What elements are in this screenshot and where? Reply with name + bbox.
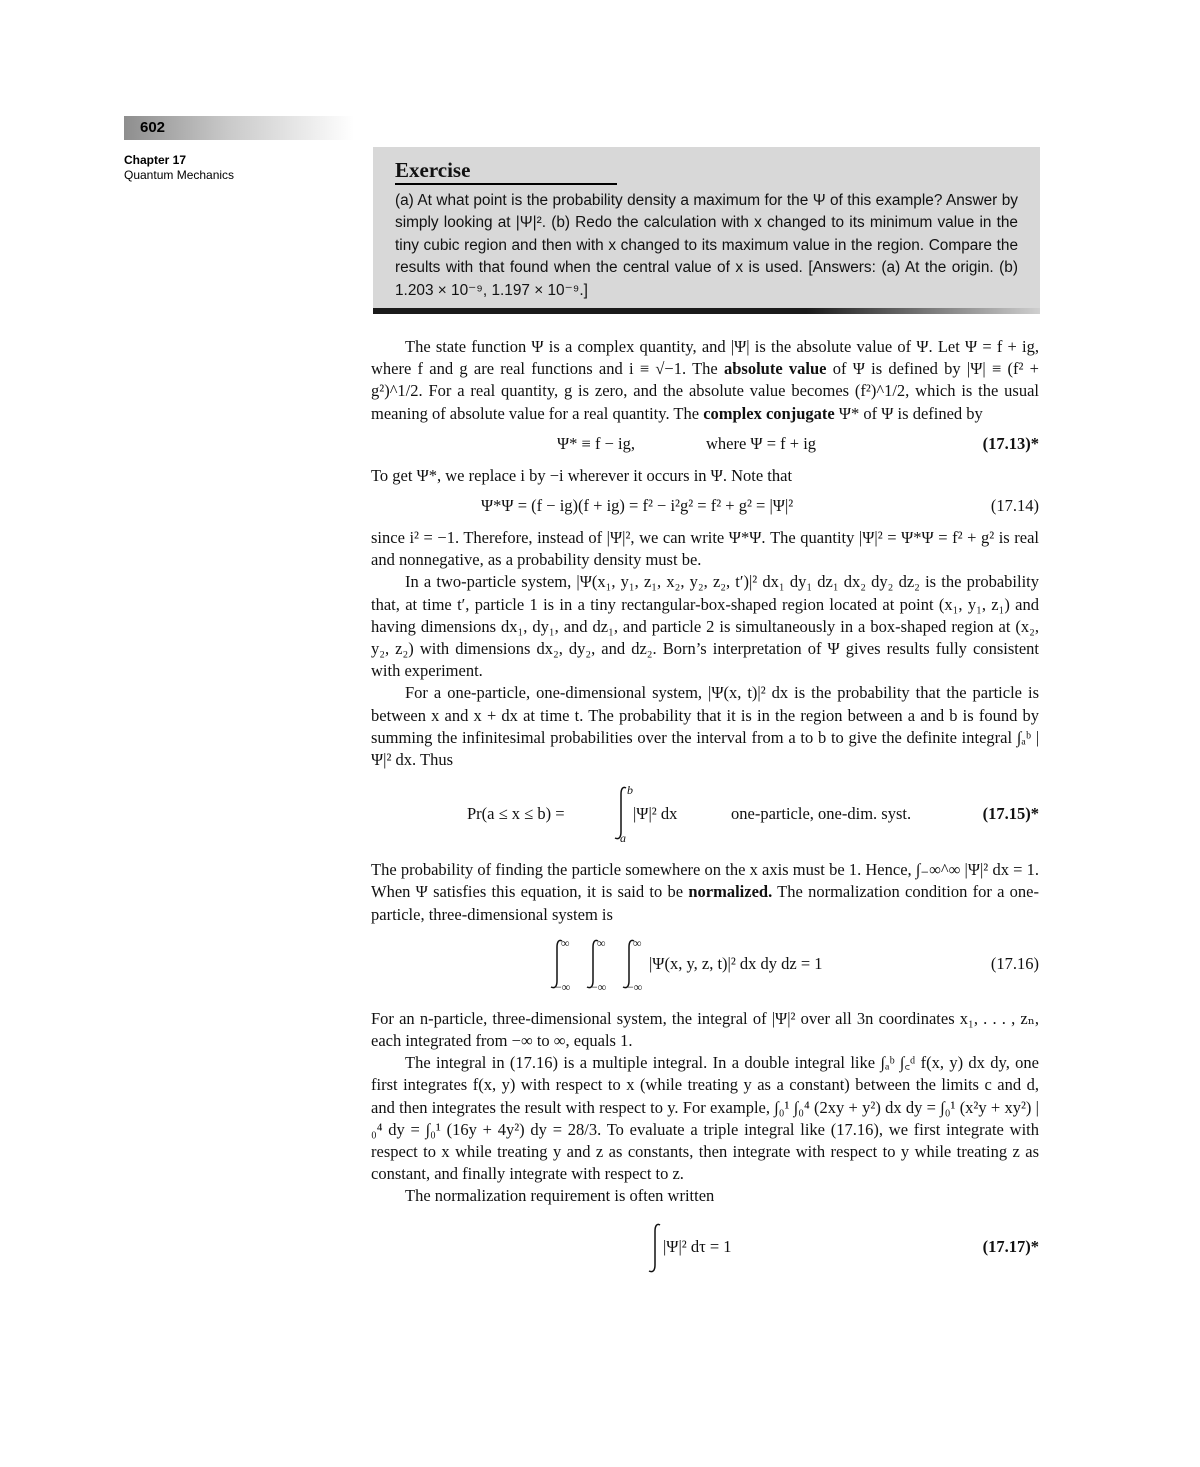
integral-lower-limit: a	[620, 831, 626, 846]
exercise-rule	[373, 308, 1040, 314]
paragraph-since: since i² = −1. Therefore, instead of |Ψ|², we can write Ψ*Ψ. The quantity |Ψ|² = Ψ*Ψ = f² + g² is real and nonnegative, as a probability density must be.	[371, 528, 1039, 570]
equation-17-13	[371, 433, 1039, 455]
text-run: of Ψ is defined by |Ψ| ≡ (f² + g²)^1/2. For a real quantity, g is zero, and the absolute value becomes (f²)^1/2, which is the usual meaning of absolute value for a real quantity. The	[371, 359, 1039, 423]
integral-upper-limit: b	[627, 783, 633, 798]
equation-number: (17.16)	[990, 953, 1039, 973]
paragraph-normalization-requirement: The normalization requirement is often written	[405, 1186, 715, 1206]
term-absolute-value: absolute value	[723, 359, 827, 379]
term-complex-conjugate: complex conjugate	[703, 403, 835, 423]
equation-number: (17.14)	[990, 496, 1039, 516]
running-head	[124, 153, 234, 183]
equation-rhs: where Ψ = f + ig	[706, 433, 817, 453]
equation-expression: Ψ*Ψ = (f − ig)(f + ig) = f² − i²g² = f² + g² = |Ψ|²	[481, 496, 794, 516]
equation-lhs: Pr(a ≤ x ≤ b) =	[467, 804, 565, 824]
paragraph-multiple-integral: The integral in (17.16) is a multiple integral. In a double integral like ∫ₐᵇ ∫꜀ᵈ f(x, y) dx dy, one first integrates f(x, y) with respect to x (while treating y as a constant) between the limits c and d, and then integrates the result with respect to y. For example, ∫₀¹ ∫₀⁴ (2xy + y²) dx dy = ∫₀¹ (x²y + xy²) |₀⁴ dy = ∫₀¹ (16y + 4y²) dy = 28/3. To evaluate a triple integral like (17.16), we first integrate with respect to x while treating y and z as constants, then integrate with respect to y while treating z as constant, and finally integrate with respect to z.	[371, 1053, 1039, 1184]
equation-note: one-particle, one-dim. syst.	[731, 804, 912, 824]
running-head-chapter: Chapter 17	[124, 153, 187, 167]
integral-upper-limit: ∞	[633, 935, 642, 950]
term-normalized: normalized.	[688, 882, 773, 902]
integral-sign	[645, 1222, 665, 1274]
integral-lower-limit: −∞	[591, 979, 607, 994]
text-run: The probability of finding the particle somewhere on the x axis must be 1. Hence, ∫₋∞^∞ |Ψ|² dx = 1. When Ψ satisfies this equation, it is said to be	[371, 860, 1039, 902]
equation-17-14	[371, 495, 1039, 517]
page-number: 602	[124, 116, 354, 140]
equation-17-17	[371, 1222, 1039, 1276]
paragraph-n-particle: For an n-particle, three-dimensional system, the integral of |Ψ|² over all 3n coordinates x₁, . . . , zₙ, each integrated from −∞ to ∞, equals 1.	[371, 1008, 1039, 1051]
equation-17-16	[371, 935, 1039, 994]
exercise-box	[373, 147, 1040, 308]
text-run: The state function Ψ is a complex quantity, and |Ψ| is the absolute value of Ψ. Let Ψ = f + ig, where f and g are real functions and i ≡ √−1. The	[371, 337, 1039, 379]
running-head-title: Quantum Mechanics	[124, 168, 235, 182]
equation-lhs: Ψ* ≡ f − ig,	[557, 433, 635, 453]
equation-number: (17.15)*	[982, 804, 1039, 824]
paragraph-normalized	[371, 859, 1039, 926]
paragraph-one-particle: For a one-particle, one-dimensional system, |Ψ(x, t)|² dx is the probability that the particle is between x and x + dx at time t. The probability that it is in the region between a and b is found by summing the infinitesimal probabilities over the interval from a to b to give the definite integral ∫ₐᵇ |Ψ|² dx. Thus	[371, 683, 1039, 770]
equation-17-15	[371, 785, 1039, 845]
main-text	[371, 336, 1039, 1276]
exercise-heading: Exercise	[395, 157, 617, 185]
equation-integrand: |Ψ(x, y, z, t)|² dx dy dz = 1	[649, 953, 823, 973]
exercise-body: (a) At what point is the probability density a maximum for the Ψ of this example? Answer by simply looking at |Ψ|². (b) Redo the calculation with x changed to its minimum value in the tiny cubic region and then with x changed to its maximum value in the region. Compare the results with that found when the central value of x is used. [Answers: (a) At the origin. (b) 1.203 × 10⁻⁹, 1.197 × 10⁻⁹.]	[395, 192, 1018, 299]
integral-lower-limit: −∞	[627, 979, 643, 994]
paragraph-absolute-value	[371, 336, 1039, 425]
text-run: The normalization condition for a one-particle, three-dimensional system is	[371, 882, 1039, 924]
equation-integrand: |Ψ|² dx	[633, 804, 678, 824]
equation-integrand: |Ψ|² dτ = 1	[663, 1236, 732, 1256]
integral-lower-limit: −∞	[555, 979, 571, 994]
integral-upper-limit: ∞	[561, 935, 570, 950]
equation-number: (17.13)*	[982, 433, 1039, 453]
paragraph-two-particle: In a two-particle system, |Ψ(x₁, y₁, z₁, x₂, y₂, z₂, t′)|² dx₁ dy₁ dz₁ dx₂ dy₂ dz₂ is the probability that, at time t′, particle 1 is in a tiny rectangular-box-shaped region located at point (x₁, y₁, z₁) and having dimensions dx₁, dy₁, and dz₁, and particle 2 is simultaneously in a box-shaped region at (x₂, y₂, z₂) with dimensions dx₂, dy₂, and dz₂. Born’s interpretation of Ψ gives results fully consistent with experiment.	[371, 572, 1039, 681]
equation-number: (17.17)*	[982, 1236, 1039, 1256]
integral-upper-limit: ∞	[597, 935, 606, 950]
paragraph-get-psi-star: To get Ψ*, we replace i by −i wherever it occurs in Ψ. Note that	[371, 465, 793, 485]
text-run: Ψ* of Ψ is defined by	[834, 403, 983, 423]
